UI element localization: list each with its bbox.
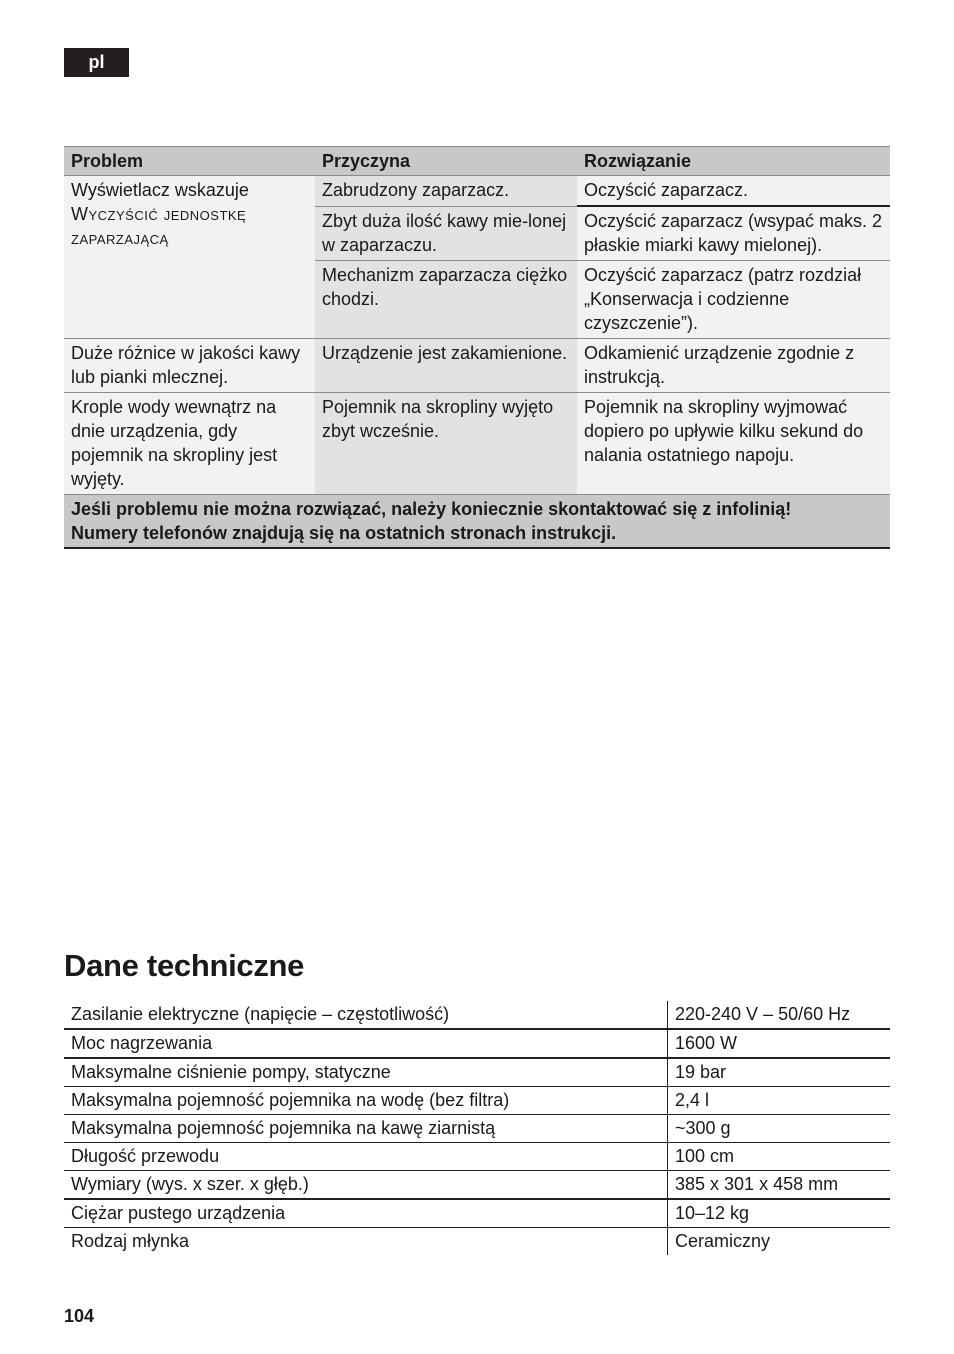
table-header-row [64, 147, 890, 176]
spec-row [64, 1143, 890, 1171]
cause-cell: Pojemnik na skropliny wyjęto zbyt wcześnie. [315, 393, 577, 495]
spec-value: 2,4 l [668, 1087, 891, 1115]
spec-label: Maksymalna pojemność pojemnika na wodę (bez filtra) [64, 1087, 668, 1115]
spec-value: 1600 W [668, 1029, 891, 1058]
spec-value: Ceramiczny [668, 1228, 891, 1256]
spec-value: ~300 g [668, 1115, 891, 1143]
solution-cell: Odkamienić urządzenie zgodnie z instrukcją. [577, 339, 890, 393]
spec-value: 220-240 V – 50/60 Hz [668, 1001, 891, 1029]
hotline-note-line1: Jeśli problemu nie można rozwiązać, należy koniecznie skontaktować się z infolinią! [71, 499, 792, 519]
problem-text: Wyświetlacz wskazuje [71, 180, 249, 200]
header-solution: Rozwiązanie [577, 147, 890, 176]
problem-cell: Krople wody wewnątrz na dnie urządzenia, gdy pojemnik na skropliny jest wyjęty. [64, 393, 315, 495]
specifications-table [64, 1001, 890, 1255]
section-title: Dane techniczne [64, 948, 305, 983]
spec-label: Moc nagrzewania [64, 1029, 668, 1058]
spec-label: Maksymalne ciśnienie pompy, statyczne [64, 1058, 668, 1087]
spec-value: 10–12 kg [668, 1199, 891, 1228]
header-problem: Problem [64, 147, 315, 176]
problem-cell [64, 176, 315, 339]
spec-row [64, 1087, 890, 1115]
spec-row [64, 1029, 890, 1058]
spec-row [64, 1171, 890, 1200]
header-cause: Przyczyna [315, 147, 577, 176]
spec-row [64, 1058, 890, 1087]
troubleshooting-table [64, 146, 890, 549]
table-row [64, 176, 890, 207]
page-number: 104 [64, 1306, 95, 1326]
solution-cell: Pojemnik na skropliny wyjmować dopiero po upływie kilku sekund do nalania ostatniego napoju. [577, 393, 890, 495]
spec-row [64, 1001, 890, 1029]
table-footer-row [64, 495, 890, 549]
solution-cell: Oczyścić zaparzacz (wsypać maks. 2 płaskie miarki kawy mielonej). [577, 206, 890, 261]
language-badge: pl [64, 48, 129, 77]
spec-label: Wymiary (wys. x szer. x głęb.) [64, 1171, 668, 1200]
spec-value: 19 bar [668, 1058, 891, 1087]
problem-cell: Duże różnice w jakości kawy lub pianki mlecznej. [64, 339, 315, 393]
spec-value: 385 x 301 x 458 mm [668, 1171, 891, 1200]
spec-row [64, 1228, 890, 1256]
display-message-text: Wyczyścić jednostkę zaparzającą [71, 204, 247, 248]
spec-label: Długość przewodu [64, 1143, 668, 1171]
table-row [64, 393, 890, 495]
cause-cell: Urządzenie jest zakamienione. [315, 339, 577, 393]
spec-row [64, 1199, 890, 1228]
hotline-note [64, 495, 890, 549]
spec-label: Zasilanie elektryczne (napięcie – częstotliwość) [71, 1004, 450, 1024]
solution-cell: Oczyścić zaparzacz. [577, 176, 890, 207]
table-row [64, 339, 890, 393]
spec-label: Rodzaj młynka [64, 1228, 668, 1256]
cause-cell: Zbyt duża ilość kawy mie-lonej w zaparzaczu. [315, 206, 577, 261]
spec-row [64, 1115, 890, 1143]
cause-cell: Zabrudzony zaparzacz. [315, 176, 577, 207]
solution-cell: Oczyścić zaparzacz (patrz rozdział „Konserwacja i codzienne czyszczenie”). [577, 261, 890, 339]
spec-value: 100 cm [668, 1143, 891, 1171]
cause-cell: Mechanizm zaparzacza ciężko chodzi. [315, 261, 577, 339]
spec-label: Ciężar pustego urządzenia [64, 1199, 668, 1228]
spec-label: Maksymalna pojemność pojemnika na kawę ziarnistą [64, 1115, 668, 1143]
hotline-note-line2: Numery telefonów znajdują się na ostatnich stronach instrukcji. [71, 523, 617, 543]
